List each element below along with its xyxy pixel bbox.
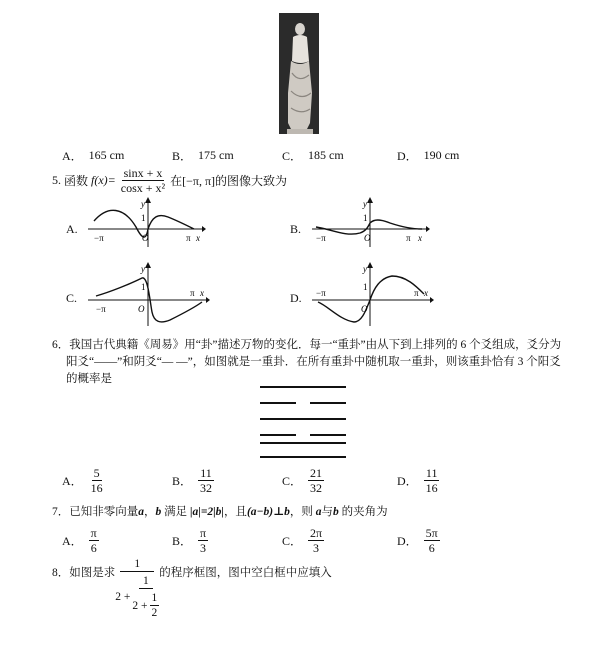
fraction-numerator: 5π: [425, 526, 438, 540]
q5-interval: 在[−π, π]的图像大致为: [170, 174, 288, 188]
yin-line-right: [310, 402, 346, 404]
q7-text-c: ，且: [223, 506, 247, 518]
axis-y-label: y: [363, 264, 367, 274]
q6-option-a[interactable]: [62, 466, 105, 495]
tick-pi: π: [186, 233, 191, 243]
tick-pi: π: [190, 288, 195, 298]
tick-one: 1: [141, 213, 146, 223]
option-fraction: [89, 466, 105, 495]
fraction-numerator: 1: [120, 557, 154, 572]
fraction-denominator: 32: [310, 481, 323, 495]
yin-line-left: [260, 402, 296, 404]
yang-line: [260, 456, 346, 458]
option-label: C．: [282, 534, 303, 548]
axis-y-label: y: [141, 199, 145, 209]
fraction-numerator: π: [200, 526, 207, 540]
fraction-numerator: 2π: [310, 526, 323, 540]
origin-label: O: [138, 304, 145, 314]
q5-option-c-label[interactable]: C.: [66, 291, 78, 305]
fraction-numerator: sinx + x: [123, 166, 163, 180]
axis-x-label: x: [200, 288, 204, 298]
option-value: 175 cm: [198, 148, 234, 162]
fraction-numerator: 21: [310, 466, 323, 480]
fraction-denominator: 32: [200, 481, 213, 495]
q6-line-3: 的概率是: [66, 373, 112, 385]
axis-x-label: x: [418, 233, 422, 243]
q4-option-c[interactable]: [282, 147, 344, 164]
q6-option-d[interactable]: [397, 466, 440, 495]
q7-text-e: 与: [321, 506, 333, 518]
tick-neg-pi: −π: [96, 304, 106, 314]
vector-b: b: [155, 506, 162, 518]
fraction-denominator: 2: [151, 607, 158, 619]
yin-line-left: [260, 434, 296, 436]
q5-graph-d: [310, 262, 434, 328]
option-fraction: [89, 526, 99, 555]
fraction-numerator: 11: [200, 466, 212, 480]
fraction-denominator: 3: [313, 541, 320, 555]
axis-x-label: x: [424, 288, 428, 298]
question-number: 5.: [52, 173, 61, 187]
q4-option-a[interactable]: [62, 147, 124, 164]
q5-fraction: [119, 166, 167, 195]
tick-neg-pi: −π: [316, 288, 326, 298]
option-label: D．: [397, 149, 418, 163]
origin-label: O: [142, 233, 149, 243]
vector-a: a: [138, 506, 144, 518]
fraction-denominator: cosx + x²: [120, 181, 166, 195]
tick-one: 1: [141, 282, 146, 292]
vector-a: a: [315, 506, 322, 518]
fraction-denominator: 6: [428, 541, 435, 555]
option-value: 185 cm: [308, 148, 344, 162]
option-label: D．: [397, 474, 418, 488]
option-fraction: [308, 526, 324, 555]
option-fraction: [198, 526, 208, 555]
yang-line: [260, 386, 346, 388]
yin-line-right: [310, 434, 346, 436]
axis-x-label: x: [196, 233, 200, 243]
option-label: A．: [62, 534, 83, 548]
fraction-numerator: 1: [151, 592, 158, 604]
yang-line: [260, 418, 346, 420]
q7-comma: ，: [144, 506, 156, 518]
q5-graph-a: [86, 197, 206, 249]
option-fraction: [424, 526, 440, 555]
inner-denominator: [132, 591, 159, 620]
option-label: A．: [62, 474, 83, 488]
fraction-denominator: 3: [200, 541, 207, 555]
q6-option-b[interactable]: [172, 466, 214, 495]
axis-y-label: y: [363, 199, 367, 209]
q8-stem: [52, 557, 332, 620]
option-label: B．: [172, 474, 193, 488]
option-value: 165 cm: [88, 148, 125, 162]
tick-pi: π: [414, 288, 419, 298]
vector-b: b: [332, 506, 339, 518]
option-fraction: [424, 466, 440, 495]
fraction-denominator: 16: [90, 481, 103, 495]
fraction-denominator: 6: [90, 541, 97, 555]
q4-option-b[interactable]: [172, 147, 234, 164]
q5-option-a-label[interactable]: A.: [66, 222, 78, 236]
q5-option-b-label[interactable]: B.: [290, 222, 302, 236]
tick-neg-pi: −π: [94, 233, 104, 243]
q8-text-b: 的程序框图，图中空白框中应填入: [159, 567, 332, 579]
q7-option-a[interactable]: [62, 526, 99, 555]
yang-line: [260, 442, 346, 444]
q7-condition-magnitude: |a|=2|b|: [190, 506, 224, 518]
q7-text-b: 满足: [164, 506, 188, 518]
tick-pi: π: [406, 233, 411, 243]
option-label: C．: [282, 149, 303, 163]
fraction-denominator: 16: [425, 481, 438, 495]
fraction-denominator: [115, 574, 159, 620]
option-value: 190 cm: [423, 148, 460, 162]
option-fraction: [308, 466, 324, 495]
q6-line-2: 阳爻“——”和阴爻“— —”，如图就是一重卦．在所有重卦中随机取一重卦，则该重卦恰有 3 个阳爻: [66, 356, 561, 368]
fraction-numerator: 1: [139, 574, 153, 589]
option-label: B．: [172, 534, 193, 548]
q7-stem: [52, 503, 388, 519]
axis-y-label: y: [141, 264, 145, 274]
innermost-fraction: [150, 591, 160, 620]
q6-line-1: 6．我国古代典籍《周易》用“卦”描述万物的变化．每一“重卦”由从下到上排列的 6 个爻组成，爻分为: [52, 339, 562, 351]
two-plus: 2 +: [132, 599, 148, 612]
fraction-numerator: 5: [93, 466, 100, 480]
tick-one: 1: [363, 282, 368, 292]
q5-stem: [52, 166, 287, 195]
two-plus: 2 +: [115, 591, 131, 603]
option-label: B．: [172, 149, 193, 163]
q7-text-a: 7．已知非零向量: [52, 506, 139, 518]
origin-label: O: [361, 304, 368, 314]
q7-text-d: ，则: [289, 506, 313, 518]
function-name: f(x)=: [91, 173, 116, 187]
tick-one: 1: [363, 213, 368, 223]
option-fraction: [198, 466, 214, 495]
q5-graph-b: [310, 197, 430, 249]
fraction-numerator: 11: [425, 466, 438, 480]
q7-condition-perpendicular: (a−b)⊥b: [246, 506, 290, 518]
origin-label: O: [364, 233, 371, 243]
venus-statue-image: [279, 13, 319, 134]
q7-option-c[interactable]: [282, 526, 324, 555]
q7-option-b[interactable]: [172, 526, 208, 555]
continued-fraction: [115, 557, 159, 620]
q5-graph-c: [86, 262, 210, 328]
option-label: C．: [282, 474, 303, 488]
inner-fraction: [132, 574, 159, 620]
tick-neg-pi: −π: [316, 233, 326, 243]
q8-text-a: 8．如图是求: [52, 567, 116, 579]
q7-option-d[interactable]: [397, 526, 440, 555]
option-label: D．: [397, 534, 418, 548]
q7-text-f: 的夹角为: [341, 506, 388, 518]
fraction-numerator: π: [90, 526, 97, 540]
q5-option-d-label[interactable]: D.: [290, 291, 302, 305]
q6-option-c[interactable]: [282, 466, 324, 495]
q5-prefix: 函数: [64, 174, 89, 188]
q4-option-d[interactable]: [397, 147, 459, 164]
option-label: A．: [62, 149, 83, 163]
